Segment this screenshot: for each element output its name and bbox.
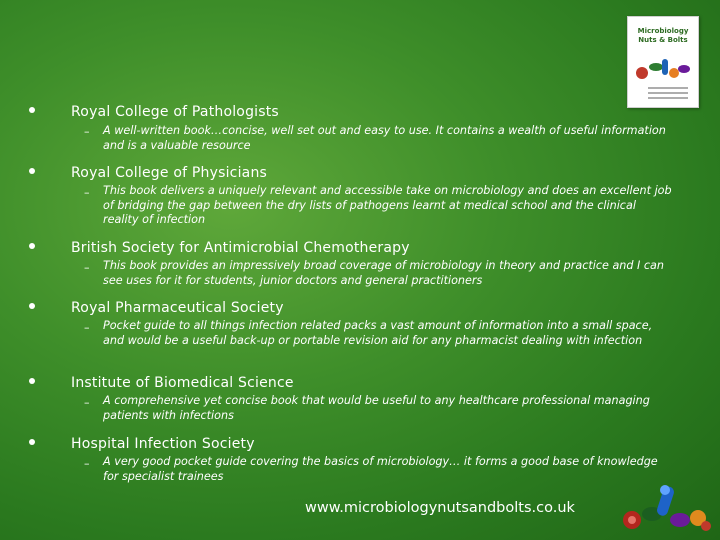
endorsement-quote: This book delivers a uniquely relevant and accessible take on microbiology and does an excellent job of bridging the gap between the dry lists of pathogens learnt at medical school and the clinical reality of infection: [103, 184, 672, 226]
endorsement-quote: This book provides an impressively broad coverage of microbiology in theory and practice and I can see uses for it for students, junior doctors and general practitioners: [103, 259, 665, 287]
endorser-heading: Royal College of Pathologists: [71, 104, 279, 120]
bullet-icon: [29, 378, 35, 384]
bullet-icon: [29, 243, 35, 249]
endorser-heading: Hospital Infection Society: [71, 436, 255, 452]
endorser-heading: Institute of Biomedical Science: [71, 375, 294, 391]
bullet-icon: [29, 439, 35, 445]
book-cover-title: [628, 27, 698, 45]
bacteria-art-icon: [634, 55, 692, 83]
endorser-heading: Royal College of Physicians: [71, 165, 268, 181]
book-title-line1: Microbiology: [637, 27, 689, 35]
dash-icon: –: [84, 457, 90, 470]
bullet-icon: [29, 168, 35, 174]
dash-icon: –: [84, 186, 90, 199]
dash-icon: –: [84, 396, 90, 409]
endorsement-quote: A very good pocket guide covering the basics of microbiology… it forms a good base of knowledge for specialist trainees: [103, 455, 658, 483]
dash-icon: –: [84, 321, 90, 334]
bullet-icon: [29, 107, 35, 113]
endorsement-quote: A comprehensive yet concise book that would be useful to any healthcare professional managing patients with infections: [103, 394, 650, 422]
book-cover-image: [627, 16, 699, 108]
website-url: www.microbiologynutsandbolts.co.uk: [305, 500, 575, 516]
book-cover-text-lines: [648, 87, 688, 102]
endorsement-quote: A well-written book…concise, well set out and easy to use. It contains a wealth of useful information and is a valuable resource: [103, 124, 666, 152]
bacteria-mascot-icon: [618, 482, 714, 534]
endorsement-quote: Pocket guide to all things infection related packs a vast amount of information into a small space, and would be a useful back-up or portable revision aid for any pharmacist dealing with infection: [103, 319, 653, 347]
endorser-heading: British Society for Antimicrobial Chemotherapy: [71, 240, 410, 256]
dash-icon: –: [84, 125, 90, 138]
book-title-line2: Nuts & Bolts: [638, 36, 688, 44]
bullet-icon: [29, 303, 35, 309]
dash-icon: –: [84, 261, 90, 274]
endorser-heading: Royal Pharmaceutical Society: [71, 300, 284, 316]
